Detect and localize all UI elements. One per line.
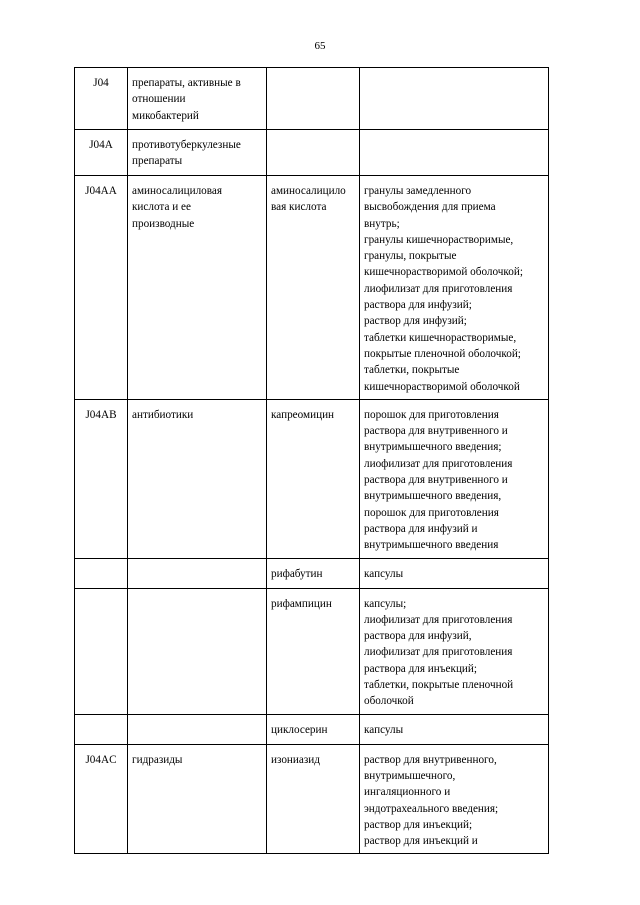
table-row xyxy=(75,714,549,744)
group-name xyxy=(128,558,267,588)
table-row xyxy=(75,744,549,854)
dosage-forms: капсулы xyxy=(360,558,549,588)
drug-name: рифабутин xyxy=(267,558,360,588)
atc-code xyxy=(75,558,128,588)
drug-name xyxy=(267,68,360,130)
table-row xyxy=(75,176,549,400)
page-number: 65 xyxy=(314,40,326,52)
drug-name: циклосерин xyxy=(267,714,360,744)
table-row xyxy=(75,558,549,588)
dosage-forms: капсулы; лиофилизат для приготовления раствора для инфузий, лиофилизат для приготовления раствора для инъекций; таблетки, покрытые пленочной оболочкой xyxy=(360,588,549,714)
atc-code: J04AB xyxy=(75,399,128,558)
group-name: препараты, активные в отношении микобактерий xyxy=(128,68,267,130)
group-name xyxy=(128,714,267,744)
dosage-forms: капсулы xyxy=(360,714,549,744)
group-name: гидразиды xyxy=(128,744,267,854)
drug-name: капреомицин xyxy=(267,399,360,558)
drug-classification-table xyxy=(74,67,549,854)
table-row xyxy=(75,68,549,130)
group-name xyxy=(128,588,267,714)
dosage-forms: гранулы замедленного высвобождения для приема внутрь; гранулы кишечнорастворимые, гранулы, покрытые кишечнорастворимой оболочкой; лиофилизат для приготовления раствора для инфузий; раствор для инфузий; таблетки кишечнорастворимые, покрытые пленочной оболочкой; таблетки, покрытые кишечнорастворимой оболочкой xyxy=(360,176,549,400)
atc-code: J04AA xyxy=(75,176,128,400)
group-name: аминосалициловая кислота и ее производные xyxy=(128,176,267,400)
dosage-forms: раствор для внутривенного, внутримышечного, ингаляционного и эндотрахеального введения; раствор для инъекций; раствор для инъекций и xyxy=(360,744,549,854)
dosage-forms: порошок для приготовления раствора для внутривенного и внутримышечного введения; лиофилизат для приготовления раствора для внутривенного и внутримышечного введения, порошок для приготовления раствора для инфузий и внутримышечного введения xyxy=(360,399,549,558)
dosage-forms xyxy=(360,68,549,130)
drug-name: аминосалицило вая кислота xyxy=(267,176,360,400)
dosage-forms xyxy=(360,130,549,176)
group-name: антибиотики xyxy=(128,399,267,558)
table-row xyxy=(75,130,549,176)
atc-code xyxy=(75,714,128,744)
drug-name: рифампицин xyxy=(267,588,360,714)
atc-code: J04AC xyxy=(75,744,128,854)
drug-name xyxy=(267,130,360,176)
group-name: противотуберкулезные препараты xyxy=(128,130,267,176)
atc-code: J04 xyxy=(75,68,128,130)
atc-code: J04A xyxy=(75,130,128,176)
atc-code xyxy=(75,588,128,714)
table-row xyxy=(75,399,549,558)
drug-name: изониазид xyxy=(267,744,360,854)
table-row xyxy=(75,588,549,714)
